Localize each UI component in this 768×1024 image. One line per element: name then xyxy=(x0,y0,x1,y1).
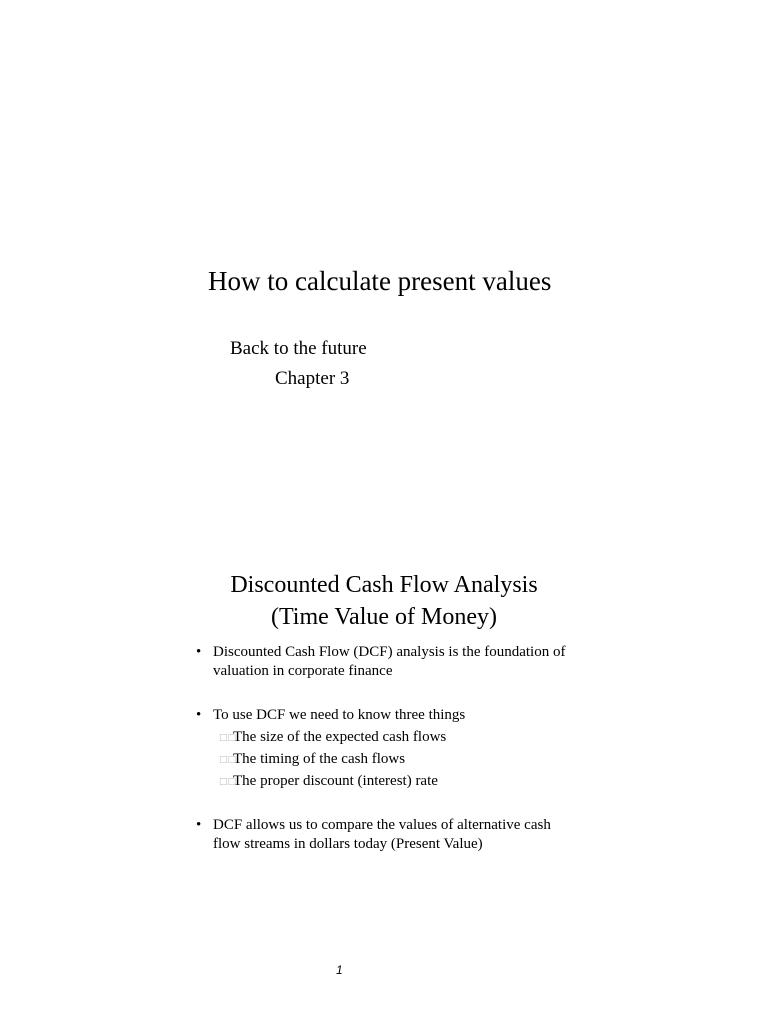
bullet-item-three-things xyxy=(196,706,596,791)
sub-item-discount-rate xyxy=(213,772,596,791)
bullet-item-dcf-foundation xyxy=(196,643,596,681)
missing-glyph-icon: □□ xyxy=(219,733,237,743)
bullet-text-line: • DCF allows us to compare the values of alternative cash xyxy=(213,817,551,833)
sub-item-text: The size of the expected cash flows xyxy=(233,729,447,745)
slide1-title: How to calculate present values xyxy=(208,266,552,296)
sub-item-text: The timing of the cash flows xyxy=(233,751,406,767)
bullet-text-line: • To use DCF we need to know three things xyxy=(213,707,466,723)
bullet-item-dcf-compare xyxy=(196,816,596,854)
slide1-subtitle: Back to the future xyxy=(230,338,367,359)
slide2-title xyxy=(0,569,768,633)
bullet-list xyxy=(196,643,596,854)
sub-item-cash-flow-size xyxy=(213,728,596,747)
slide2-title-line1: Discounted Cash Flow Analysis xyxy=(230,572,538,598)
sub-item-cash-flow-timing xyxy=(213,750,596,769)
bullet-text-line: • Discounted Cash Flow (DCF) analysis is the foundation of xyxy=(213,644,566,660)
missing-glyph-icon: □□ xyxy=(219,777,237,787)
slide2-title-line2: (Time Value of Money) xyxy=(271,604,497,630)
sub-list xyxy=(213,728,596,791)
page-number: 1 xyxy=(336,963,343,977)
sub-item-text: The proper discount (interest) rate xyxy=(233,773,438,789)
slide1-chapter: Chapter 3 xyxy=(275,368,350,389)
bullet-text-line: flow streams in dollars today (Present Value) xyxy=(213,836,483,852)
bullet-text-line: valuation in corporate finance xyxy=(213,663,393,679)
missing-glyph-icon: □□ xyxy=(219,755,237,765)
